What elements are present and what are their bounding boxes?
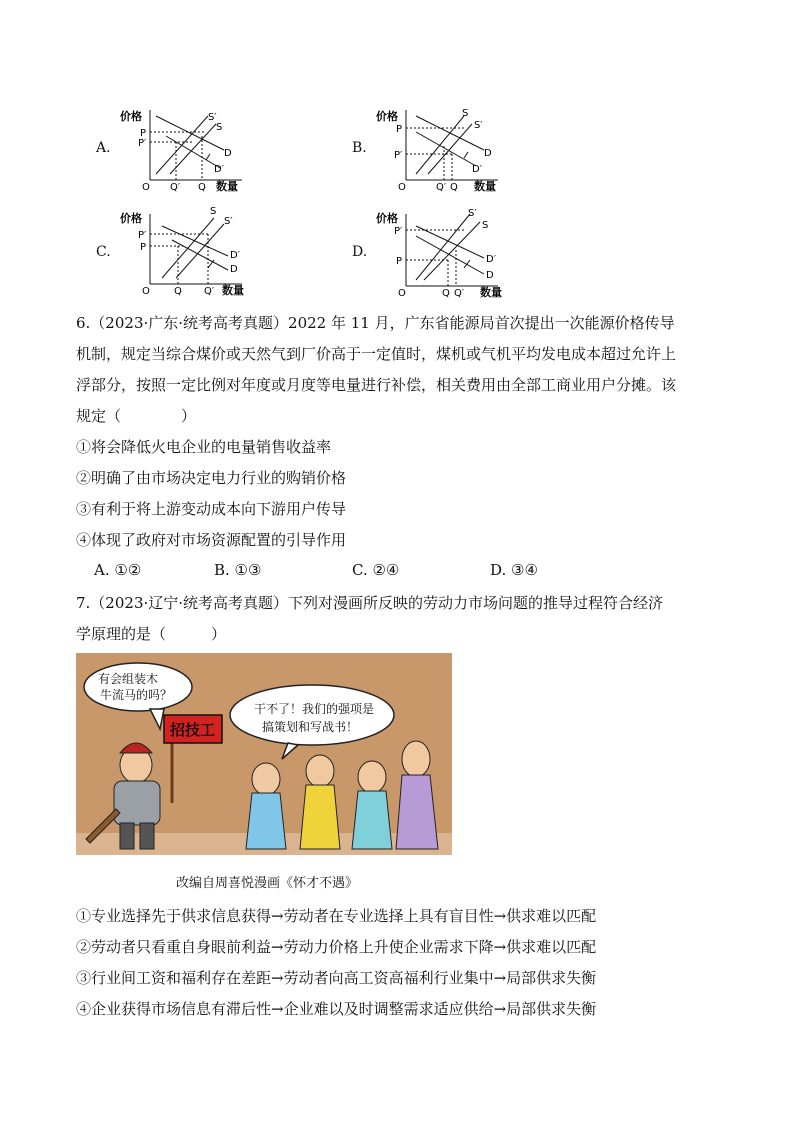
graph-a-curve-2: S	[216, 122, 223, 133]
graph-b-curve-2: S′	[474, 120, 483, 131]
graph-c-x-axis: 数量	[222, 284, 244, 296]
q6-stem-line-4: 规定（ ）	[76, 407, 197, 425]
cartoon-caption: 改编自周喜悦漫画《怀才不遇》	[176, 876, 359, 891]
graph-b-curve-4: D′	[472, 164, 482, 175]
graph-a-x-tick-2: Q	[198, 182, 206, 192]
graph-b-y-tick-2: P′	[394, 150, 403, 161]
bubble-left-line-1: 有会组装木	[98, 672, 159, 686]
q7-stem-line-1: 7.（2023·辽宁·统考高考真题）下列对漫画所反映的劳动力市场问题的推导过程符合经济	[76, 594, 664, 612]
option-a-letter: A.	[96, 140, 111, 156]
graph-c-y-tick-2: P	[140, 242, 147, 253]
q6-stem-line-3: 浮部分，按照一定比例对年度或月度等电量进行补偿，相关费用由全部工商业用户分摊。该	[76, 376, 677, 394]
graph-d-origin: O	[398, 288, 406, 298]
q6-statement-3: ③有利于将上游变动成本向下游用户传导	[76, 500, 347, 518]
graph-a-curve-3: D	[224, 148, 232, 159]
graph-a-y-tick-1: P	[140, 128, 147, 139]
graph-d-y-tick-2: P	[396, 256, 403, 267]
q6-option-d: D. ③④	[490, 561, 538, 579]
cartoon-image	[76, 653, 452, 855]
graph-b-x-axis: 数量	[474, 180, 496, 192]
q6-option-c: C. ②④	[352, 561, 400, 579]
graph-b-y-tick-1: P	[396, 124, 403, 135]
graph-d-x-axis: 数量	[480, 286, 502, 298]
q6-option-b: B. ①③	[214, 561, 262, 579]
graph-d-x-tick-2: Q′	[454, 288, 465, 298]
option-c-letter: C.	[96, 244, 111, 260]
option-b-letter: B.	[352, 140, 367, 156]
graph-d	[372, 206, 522, 298]
graph-c-x-tick-2: Q′	[204, 286, 215, 296]
bubble-right-line-1: 干不了！我们的强项是	[254, 702, 375, 716]
graph-d-curve-3: D′	[486, 254, 496, 265]
graph-b-y-axis: 价格	[376, 110, 398, 123]
graph-d-curve-4: D	[486, 270, 494, 281]
q6-stem-line-2: 机制，规定当综合煤价或天然气到厂价高于一定值时，煤机或气机平均发电成本超过允许上	[76, 345, 677, 363]
option-d-letter: D.	[352, 244, 368, 260]
q6-statement-1: ①将会降低火电企业的电量销售收益率	[76, 438, 332, 456]
q6-statement-4: ④体现了政府对市场资源配置的引导作用	[76, 531, 347, 549]
graph-d-y-axis: 价格	[376, 212, 398, 225]
graph-d-y-tick-1: P′	[394, 226, 403, 237]
graph-a-curve-4: D′	[214, 164, 224, 175]
graph-c-x-tick-1: Q	[174, 286, 182, 296]
q7-statement-4: ④企业获得市场信息有滞后性→企业难以及时调整需求适应供给→局部供求失衡	[76, 1000, 597, 1018]
graph-b-x-tick-2: Q	[450, 182, 458, 192]
graph-a	[116, 106, 246, 192]
graph-a-x-axis: 数量	[216, 180, 238, 192]
q6-option-a: A. ①②	[94, 561, 142, 579]
graph-b	[372, 106, 502, 192]
bubble-right-line-2: 搞策划和写战书！	[262, 720, 359, 734]
graph-c-curve-1: S	[210, 206, 217, 217]
bubble-left-line-2: 牛流马的吗？	[100, 688, 173, 702]
q6-stem-line-1: 6.（2023·广东·统考高考真题）2022 年 11 月，广东省能源局首次提出一次能源价格传导	[76, 314, 675, 332]
graph-b-curve-1: S	[462, 108, 469, 119]
graph-c-curve-3: D′	[230, 250, 240, 261]
q7-statement-1: ①专业选择先于供求信息获得→劳动者在专业选择上具有盲目性→供求难以匹配	[76, 907, 597, 925]
q6-statement-2: ②明确了由市场决定电力行业的购销价格	[76, 469, 347, 487]
graph-d-curve-1: S′	[468, 208, 477, 219]
graph-a-x-tick-1: Q′	[170, 182, 181, 192]
graph-a-y-axis: 价格	[120, 110, 142, 123]
q7-statement-2: ②劳动者只看重自身眼前利益→劳动力价格上升使企业需求下降→供求难以匹配	[76, 938, 597, 956]
sign-text: 招技工	[170, 721, 216, 739]
graph-a-curve-1: S′	[208, 112, 217, 123]
graph-b-origin: O	[398, 182, 406, 192]
graph-c-curve-4: D	[230, 264, 238, 275]
graph-a-y-tick-2: P′	[138, 138, 147, 149]
graph-c	[116, 206, 266, 296]
graph-c-y-tick-1: P′	[138, 230, 147, 241]
q7-stem-line-2: 学原理的是（ ）	[76, 625, 227, 643]
graph-c-origin: O	[142, 286, 150, 296]
q7-statement-3: ③行业间工资和福利存在差距→劳动者向高工资高福利行业集中→局部供求失衡	[76, 969, 597, 987]
graph-c-y-axis: 价格	[120, 212, 142, 225]
graph-c-curve-2: S′	[224, 216, 233, 227]
graph-d-curve-2: S	[482, 220, 489, 231]
graph-a-origin: O	[142, 182, 150, 192]
graph-b-x-tick-1: Q′	[436, 182, 447, 192]
graph-d-x-tick-1: Q	[442, 288, 450, 298]
graph-b-curve-3: D	[484, 148, 492, 159]
